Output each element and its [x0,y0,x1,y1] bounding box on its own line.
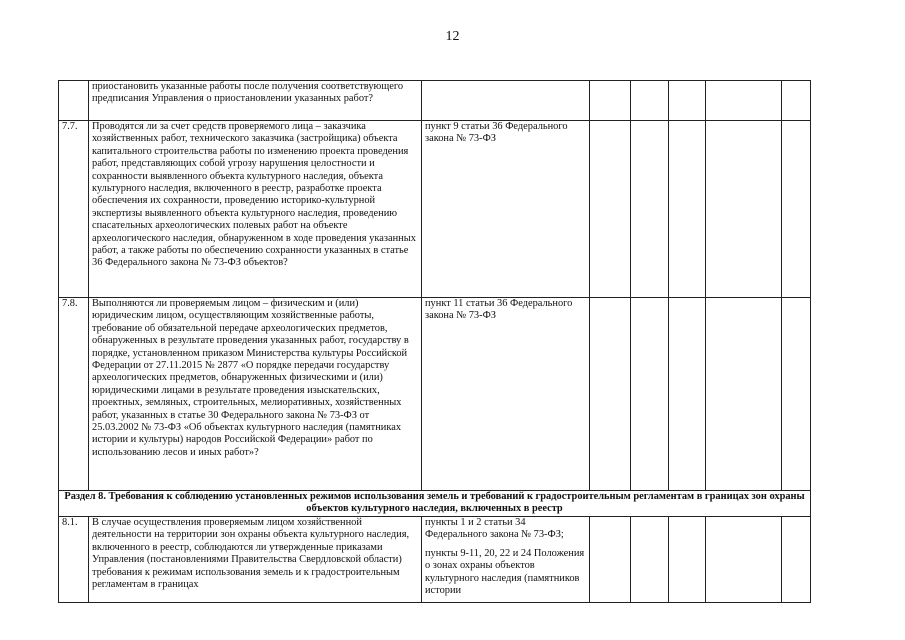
answer-cell-note [706,298,782,491]
row-number-cell: 7.8. [59,298,89,491]
law-reference-1: пункты 1 и 2 статьи 34 Федерального закона № 73-ФЗ; [425,517,564,541]
answer-cell-no [631,121,669,298]
question-cell: Проводятся ли за счет средств проверяемого лица – заказчика хозяйственных работ, технического заказчика (застройщика) объекта капитального строительства работы по изменению проекта проведения работ, представляющих собой угрозу нарушения целостности и сохранности выявленного объекта культурного наследия, объекта культурного наследия, включенного в реестр, разработке проекта обеспечения их сохранности, проведению историко-культурной экспертизы выявленного объекта культурного наследия, проведению спасательных археологических полевых работ на объекте археологического наследия, обнаруженном в ходе проведения указанных работ, а также работы по обеспечению сохранности указанных в статье 36 Федерального закона № 73-ФЗ объектов? [89,121,422,298]
checklist-table [58,80,811,603]
law-cell [422,517,590,603]
answer-cell-yes [590,121,631,298]
answer-cell-na [669,298,706,491]
answer-cell-no [631,81,669,121]
law-cell: пункт 11 статьи 36 Федерального закона № 73-ФЗ [422,298,590,491]
law-cell: пункт 9 статьи 36 Федерального закона № 73-ФЗ [422,121,590,298]
question-cell: В случае осуществления проверяемым лицом хозяйственной деятельности на территории зон охраны объекта культурного наследия, включенного в реестр, соблюдаются ли утвержденные приказами Управления (постановлениями Правительства Свердловской области) требования к режимам использования земель и к градостроительным регламентам в границах [89,517,422,603]
answer-cell-yes [590,517,631,603]
answer-cell-extra [782,517,811,603]
row-number-cell: 8.1. [59,517,89,603]
question-cell: приостановить указанные работы после получения соответствующего предписания Управления о приостановлении указанных работ? [89,81,422,121]
section-title: Раздел 8. Требования к соблюдению установленных режимов использования земель и требований к градостроительным регламентам в границах зон охраны объектов культурного наследия, включенных в реестр [59,491,811,517]
question-cell: Выполняются ли проверяемым лицом – физическим и (или) юридическим лицом, осуществляющим хозяйственные работы, требование об обязательной передаче археологических предметов, обнаруженных в результате проведения указанных работ, государству в порядке, установленном приказом Министерства культуры Российской Федерации от 27.11.2015 № 2877 «О порядке передачи государству археологических предметов, обнаруженных физическими и (или) юридическими лицами в результате проведения изыскательских, проектных, земляных, строительных, мелиоративных, хозяйственных работ, указанных в статье 30 Федерального закона № 73-ФЗ от 25.03.2002 № 73-ФЗ «Об объектах культурного наследия (памятниках истории и культуры) народов Российской Федерации» работ по использованию лесов и иных работ»? [89,298,422,491]
table-row-7-8 [59,298,811,491]
answer-cell-no [631,517,669,603]
row-number-cell: 7.7. [59,121,89,298]
answer-cell-extra [782,121,811,298]
table-row-7-7 [59,121,811,298]
answer-cell-yes [590,81,631,121]
answer-cell-note [706,121,782,298]
page-number: 12 [445,29,460,44]
answer-cell-na [669,81,706,121]
answer-cell-na [669,517,706,603]
answer-cell-extra [782,81,811,121]
answer-cell-na [669,121,706,298]
table-row-8-1 [59,517,811,603]
answer-cell-note [706,517,782,603]
answer-cell-extra [782,298,811,491]
answer-cell-yes [590,298,631,491]
law-reference-2: пункты 9-11, 20, 22 и 24 Положения о зонах охраны объектов культурного наследия (памятников истории [425,547,585,597]
row-number-cell [59,81,89,121]
answer-cell-note [706,81,782,121]
law-cell [422,81,590,121]
table-row-continuation [59,81,811,121]
section-8-header-row [59,491,811,517]
answer-cell-no [631,298,669,491]
